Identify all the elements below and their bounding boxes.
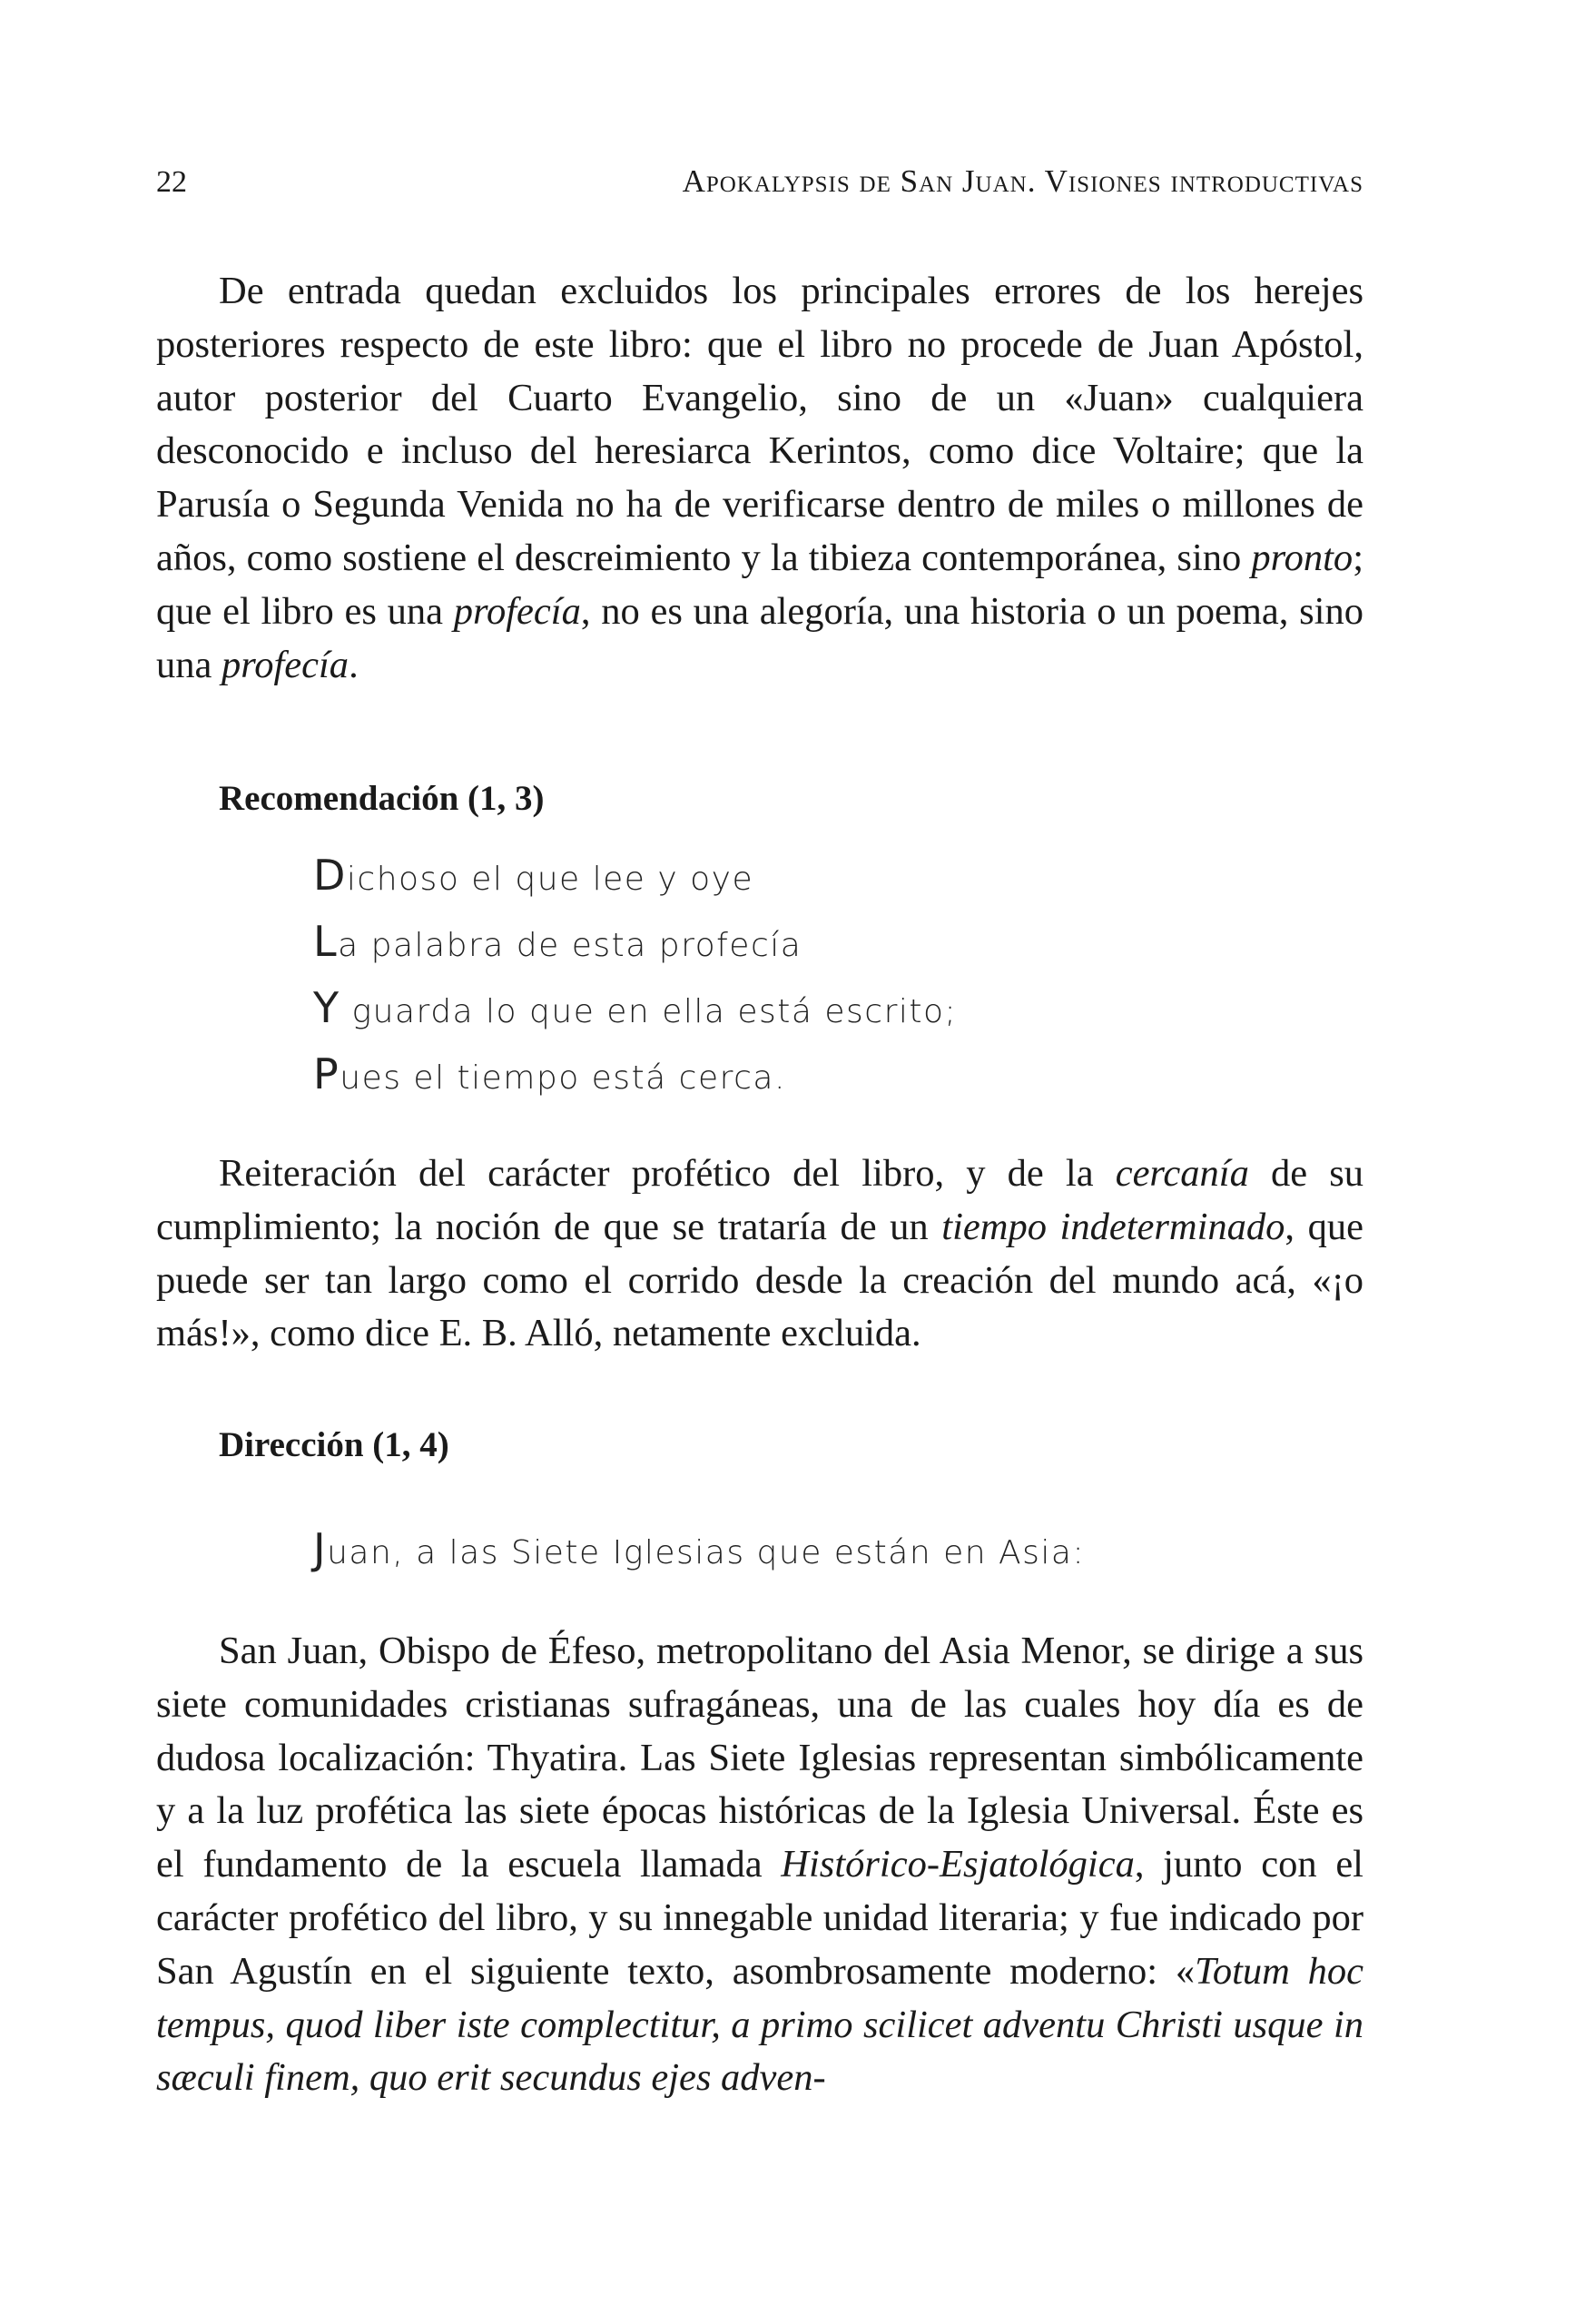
running-title: Apokalypsis de San Juan. Visiones introductivas	[682, 163, 1363, 199]
verse-block-direccion	[313, 1518, 1085, 1584]
text-run: de su cumplimiento; la noción de que se trataría de un	[156, 1152, 1364, 1248]
page-header	[156, 163, 1363, 203]
italic-text: tiempo indeterminado	[941, 1205, 1285, 1248]
italic-text: profecía	[453, 589, 581, 633]
verse-text: ichoso el que lee y oye	[346, 861, 754, 898]
verse-text: uan, a las Siete Iglesias que están en Asia:	[327, 1534, 1086, 1571]
verse-text: a palabra de esta profecía	[338, 927, 802, 964]
section-heading-direccion: Dirección (1, 4)	[219, 1425, 449, 1464]
verse-initial: P	[313, 1049, 340, 1098]
verse-line	[313, 977, 957, 1043]
verse-text: ues el tiempo está cerca.	[340, 1059, 786, 1097]
paragraph-text	[156, 1625, 1363, 2105]
text-run: ; que el libro es una	[156, 536, 1363, 633]
italic-text: pronto	[1251, 536, 1354, 579]
text-run: San Juan, Obispo de Éfeso, metropolitano del Asia Menor, se dirige a sus siete comunidades cristianas sufragáneas, una de las cuales hoy día es de dudosa localización: Thyatira. Las Siete Iglesias representan simbólicamente y a la luz profética las siete épocas históricas de la Iglesia Universal. Éste es el fundamento de la escuela llamada	[156, 1630, 1363, 1886]
italic-text: cercanía	[1115, 1152, 1249, 1195]
paragraph-text	[156, 265, 1363, 692]
verse-block-recomendacion	[313, 844, 957, 1109]
italic-text: Histórico-Esjatológica	[781, 1843, 1135, 1886]
verse-initial: L	[313, 917, 339, 966]
section-heading-recomendacion: Recomendación (1, 3)	[219, 779, 545, 818]
paragraph-text	[156, 1147, 1363, 1361]
verse-initial: Y	[313, 983, 340, 1032]
text-run: De entrada quedan excluidos los principales errores de los herejes posteriores respecto de este libro: que el libro no procede de Juan Apóstol, autor posterior del Cuarto Evangelio, sino de un «Juan» cualquiera desconocido e incluso del heresiarca Kerintos, como dice Voltaire; que la Parusía o Segunda Venida no ha de verificarse dentro de miles o millones de años, como sostiene el descreimiento y la tibieza contemporánea, sino	[156, 270, 1363, 579]
verse-initial: J	[313, 1524, 328, 1573]
text-run: Reiteración del carácter profético del libro, y de la	[219, 1152, 1116, 1195]
text-run: , no es una alegoría, una historia o un poema, sino una	[156, 589, 1363, 686]
text-run: , que puede ser tan largo como el corrido desde la creación del mundo acá, «¡o más!», como dice E. B. Alló, netamente excluida.	[156, 1205, 1363, 1355]
text-run: .	[349, 643, 359, 686]
verse-line	[313, 1518, 1085, 1584]
paragraph-intro	[156, 265, 1363, 692]
italic-text: profecía	[222, 643, 349, 686]
text-run: , junto con el carácter profético del libro, y su innegable unidad literaria; y fue indicado por San Agustín en el siguiente texto, asombrosamente moderno: «	[156, 1843, 1363, 1993]
page-number: 22	[156, 165, 187, 199]
verse-initial: D	[313, 851, 347, 900]
italic-text: Totum hoc tempus, quod liber iste complectitur, a primo scilicet adventu Christi usque in sæculi finem, quo erit secundus ejes adven-	[156, 1949, 1363, 2100]
verse-line	[313, 844, 957, 911]
verse-text: guarda lo que en ella está escrito;	[340, 993, 958, 1030]
verse-line	[313, 911, 957, 977]
paragraph-san-juan	[156, 1625, 1363, 2105]
verse-line	[313, 1043, 957, 1109]
paragraph-reiteracion	[156, 1147, 1363, 1361]
